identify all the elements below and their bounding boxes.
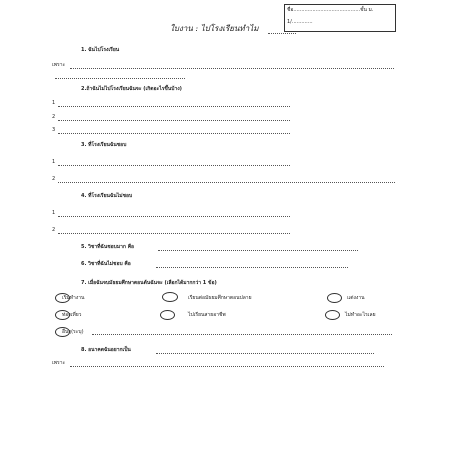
answer-line[interactable] (58, 133, 290, 134)
list-number: 2 (52, 114, 56, 120)
list-number: 3 (52, 127, 56, 133)
list-number: 1 (52, 210, 56, 216)
option-vocational-radio[interactable] (160, 310, 175, 320)
option-marry-radio[interactable] (327, 293, 342, 303)
option-label: เรียนต่อมัธยมศึกษาตอนปลาย (188, 295, 252, 301)
section-8-heading: 8. อนาคตฉันอยากเป็น (81, 347, 131, 353)
option-label: ไปเรียนสายอาชีพ (188, 312, 226, 318)
answer-line[interactable] (70, 366, 384, 367)
list-number: 2 (52, 176, 56, 182)
option-label: อื่นๆ(ระบุ) (62, 329, 84, 335)
section-1-heading: 1. ฉันไปโรงเรียน (81, 47, 120, 53)
option-label: แต่งงาน (347, 295, 365, 301)
option-label: ท่องเที่ยว (62, 312, 82, 318)
section-7-heading: 7. เมื่อฉันจบมัธยมศึกษาตอนต้นฉันจะ (เลือกได้มากกว่า 1 ข้อ) (81, 280, 217, 286)
answer-line[interactable] (70, 68, 394, 69)
section-2-heading: 2.ถ้าฉันไม่ไปโรงเรียนฉันจะ (เกิดอะไรขึ้นบ้าง) (81, 86, 182, 92)
answer-line[interactable] (156, 267, 348, 268)
section-4-heading: 4. ที่โรงเรียนฉันไม่ชอบ (81, 193, 133, 199)
answer-line[interactable] (58, 165, 290, 166)
answer-line[interactable] (156, 353, 374, 354)
student-name-field[interactable]: ชื่อ..........................................ชั้น ม. (287, 7, 374, 13)
answer-line[interactable] (55, 78, 185, 79)
answer-line[interactable] (58, 233, 290, 234)
section-8-because-label: เพราะ (52, 360, 66, 366)
answer-line[interactable] (58, 216, 290, 217)
section-5-label: 5. วิชาที่ฉันชอบมาก คือ (81, 244, 135, 250)
option-do-nothing-radio[interactable] (325, 310, 340, 320)
option-label: เริ่มทำงาน (62, 295, 85, 301)
section-3-heading: 3. ที่โรงเรียนฉันชอบ (81, 142, 127, 148)
worksheet-title: ใบงาน : ไปโรงเรียนทำไม (170, 24, 259, 33)
section-1-because-label: เพราะ (52, 62, 66, 68)
answer-line[interactable] (158, 250, 358, 251)
option-label: ไม่ทำอะไรเลย (345, 312, 376, 318)
list-number: 2 (52, 227, 56, 233)
list-number: 1 (52, 100, 56, 106)
answer-line[interactable] (58, 182, 395, 183)
answer-line[interactable] (58, 120, 290, 121)
answer-line[interactable] (58, 106, 290, 107)
option-upper-secondary-radio[interactable] (162, 292, 178, 302)
list-number: 1 (52, 159, 56, 165)
answer-line[interactable] (92, 334, 392, 335)
title-fill-line (268, 33, 296, 34)
student-number-field[interactable]: 1/............. (287, 19, 313, 25)
section-6-label: 6. วิชาที่ฉันไม่ชอบ คือ (81, 261, 131, 267)
